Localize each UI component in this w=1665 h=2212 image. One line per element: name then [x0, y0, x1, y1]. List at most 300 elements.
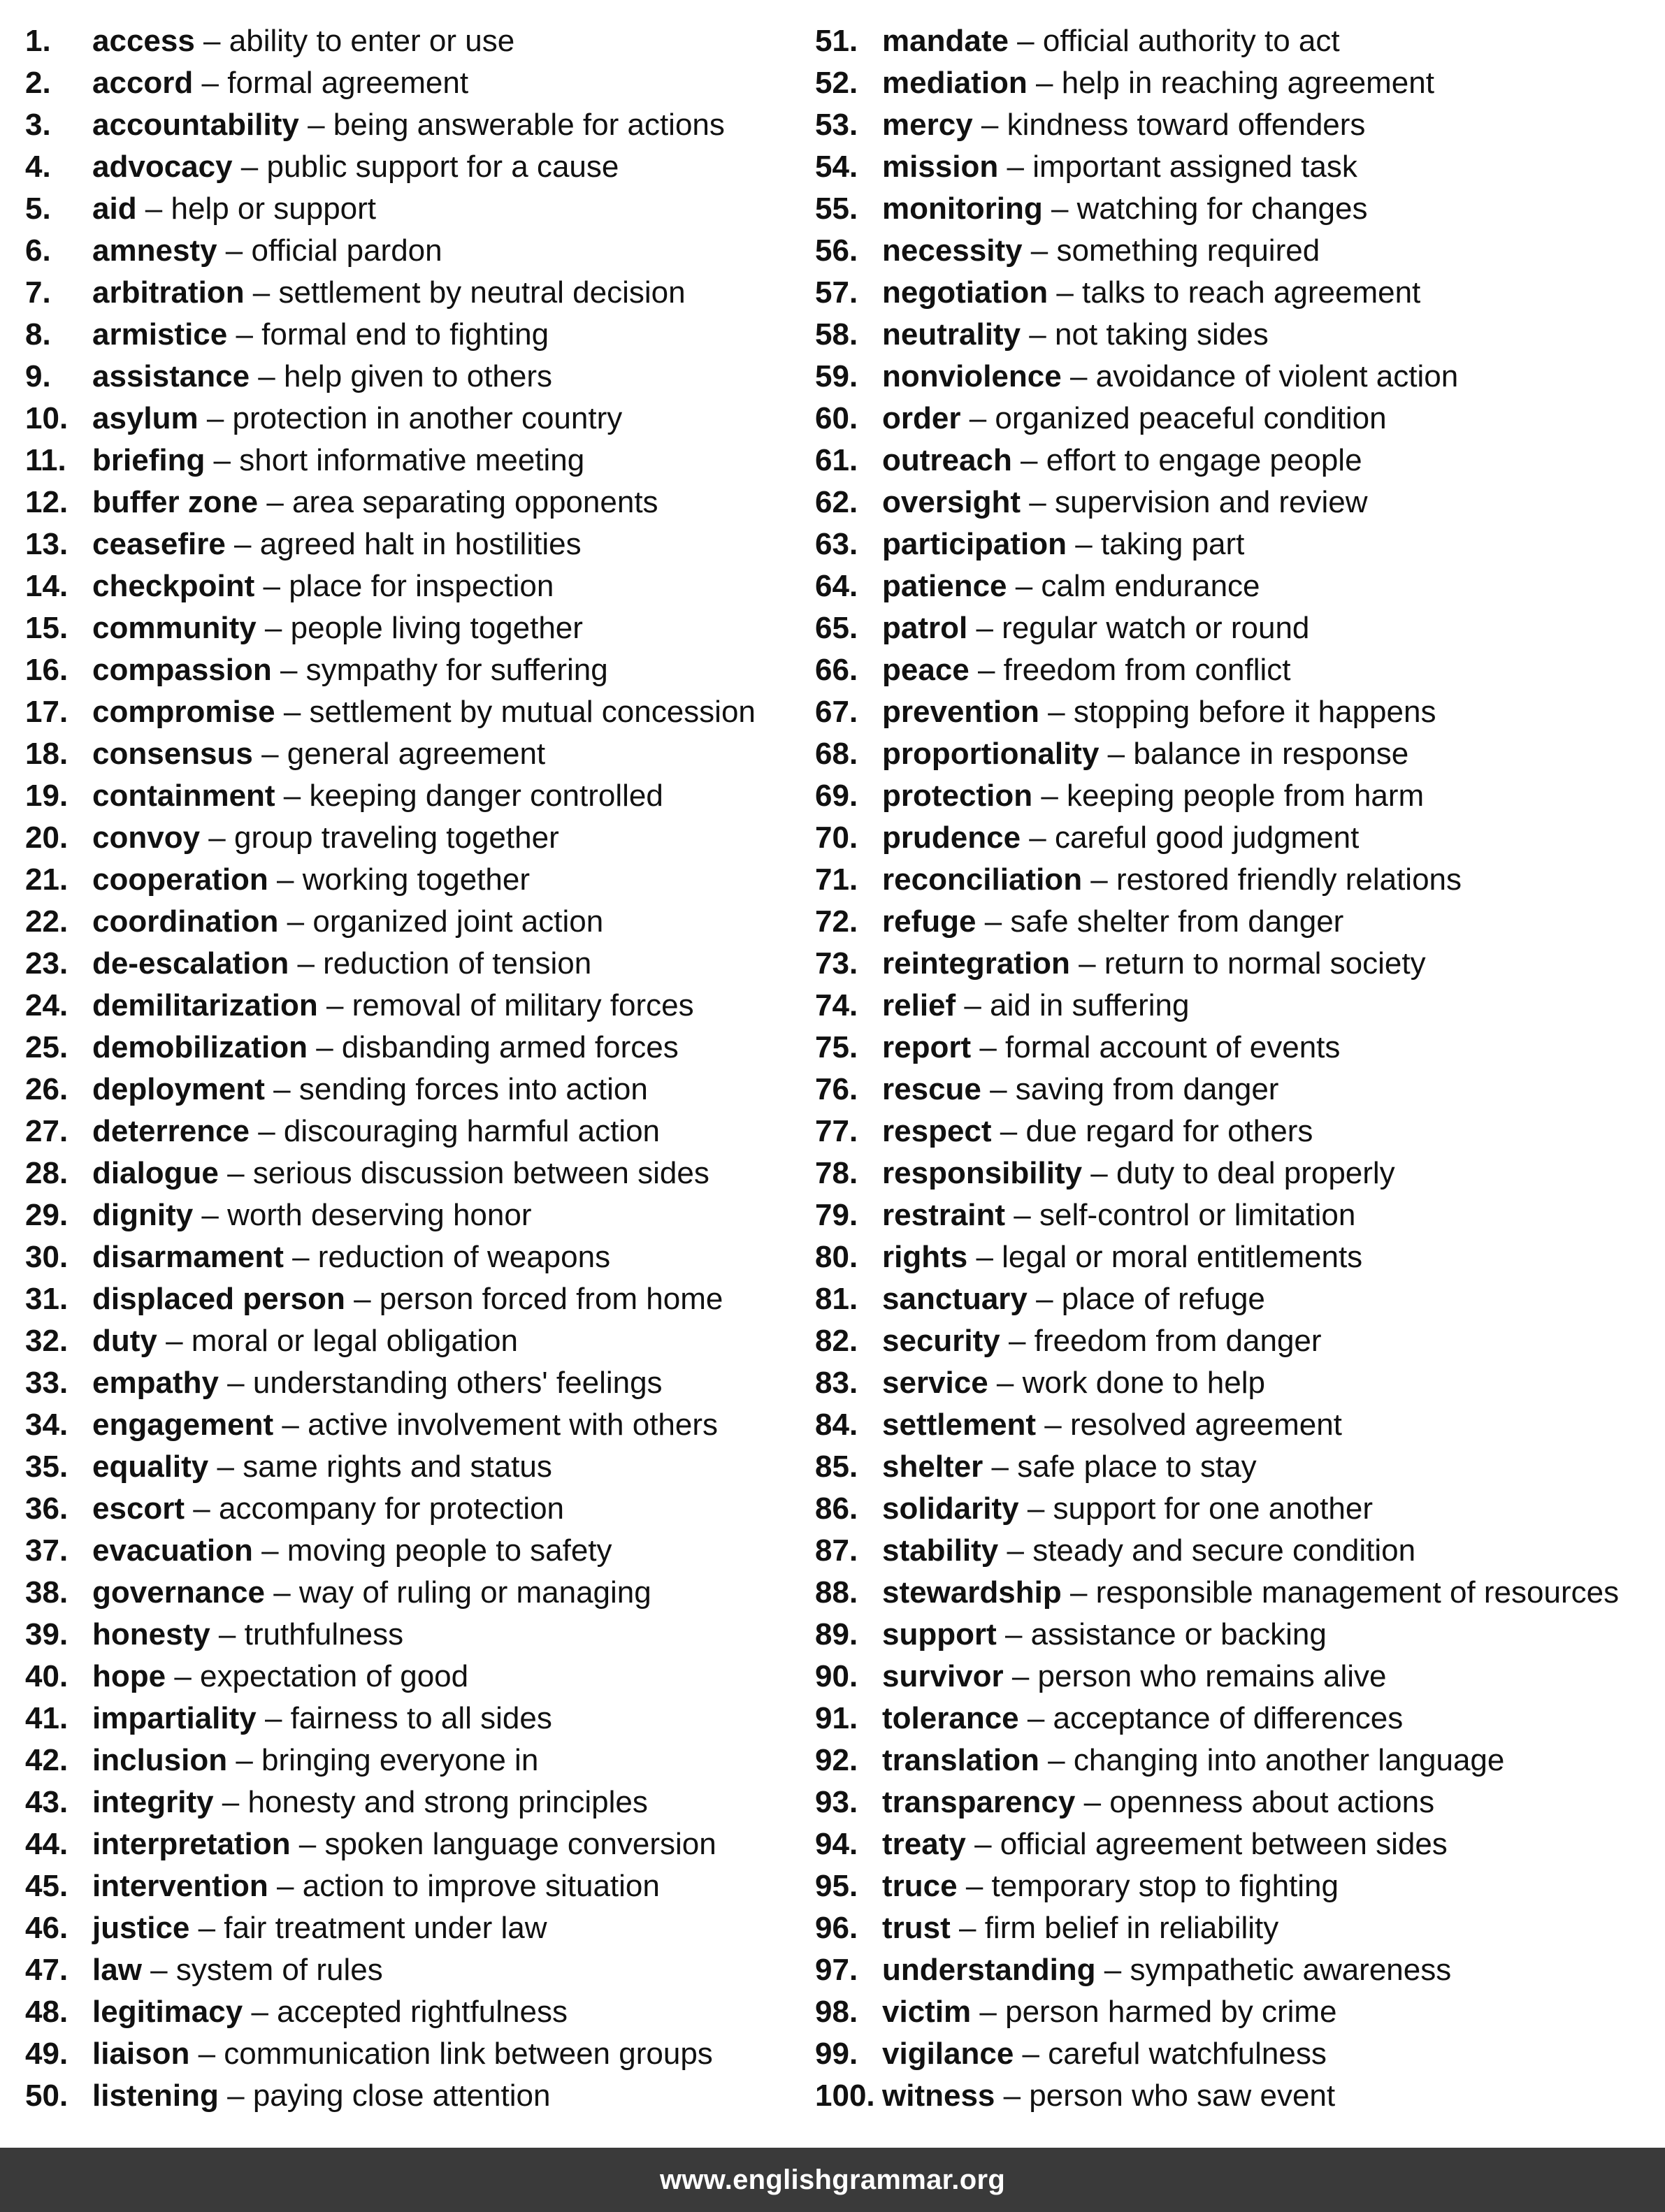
vocabulary-item — [815, 523, 1654, 565]
item-definition: – kindness toward offenders — [972, 108, 1366, 142]
vocabulary-item — [815, 1446, 1654, 1488]
item-number: 89. — [815, 1617, 858, 1651]
item-number: 3. — [25, 108, 51, 142]
item-definition: – saving from danger — [981, 1072, 1279, 1106]
item-number: 2. — [25, 66, 51, 100]
item-entry — [882, 314, 1269, 356]
item-number: 70. — [815, 821, 858, 855]
vocabulary-item — [25, 649, 801, 691]
vocabulary-item — [25, 1572, 801, 1614]
item-word: legitimacy — [92, 1995, 243, 2029]
item-definition: – important assigned task — [998, 150, 1357, 184]
item-definition: – taking part — [1067, 527, 1245, 561]
item-number: 51. — [815, 24, 858, 58]
item-number: 97. — [815, 1953, 858, 1987]
item-word: patrol — [882, 611, 968, 645]
item-word: accord — [92, 66, 194, 100]
item-word: tolerance — [882, 1701, 1019, 1735]
item-entry — [882, 1656, 1386, 1698]
item-definition: – acceptance of differences — [1018, 1701, 1404, 1735]
item-number: 69. — [815, 779, 858, 813]
item-definition: – stopping before it happens — [1039, 695, 1436, 729]
item-word: advocacy — [92, 150, 233, 184]
vocabulary-item — [25, 1446, 801, 1488]
item-entry — [92, 1572, 651, 1614]
item-word: order — [882, 401, 961, 435]
item-definition: – effort to engage people — [1011, 443, 1362, 477]
item-number: 77. — [815, 1114, 858, 1148]
item-definition: – removal of military forces — [317, 988, 694, 1022]
item-entry — [882, 775, 1424, 817]
item-definition: – work done to help — [988, 1366, 1265, 1400]
vocabulary-item — [25, 1823, 801, 1865]
vocabulary-item — [815, 649, 1654, 691]
vocabulary-item — [25, 1152, 801, 1194]
vocabulary-item — [25, 20, 801, 62]
item-number: 68. — [815, 737, 858, 771]
vocabulary-item — [815, 230, 1654, 272]
vocabulary-item — [25, 859, 801, 901]
vocabulary-item — [25, 817, 801, 859]
vocabulary-item — [815, 146, 1654, 188]
item-definition: – expectation of good — [166, 1659, 469, 1693]
item-number: 93. — [815, 1785, 858, 1819]
vocabulary-item — [25, 1362, 801, 1404]
vocabulary-item — [815, 901, 1654, 943]
item-definition: – active involvement with others — [273, 1408, 719, 1442]
vocabulary-item — [25, 1614, 801, 1656]
vocabulary-item — [815, 272, 1654, 314]
item-entry — [882, 188, 1367, 230]
item-entry — [882, 859, 1462, 901]
vocabulary-item — [815, 1404, 1654, 1446]
item-definition: – not taking sides — [1021, 317, 1269, 352]
item-definition: – resolved agreement — [1036, 1408, 1342, 1442]
item-number: 100. — [815, 2079, 875, 2113]
vocabulary-item — [815, 775, 1654, 817]
footer-url[interactable]: www.englishgrammar.org — [659, 2164, 1006, 2195]
item-number: 11. — [25, 443, 66, 477]
item-number: 19. — [25, 779, 69, 813]
vocabulary-item — [25, 314, 801, 356]
item-number: 76. — [815, 1072, 858, 1106]
item-definition: – group traveling together — [200, 821, 559, 855]
item-word: monitoring — [882, 191, 1043, 226]
vocabulary-item — [815, 859, 1654, 901]
item-word: neutrality — [882, 317, 1021, 352]
item-definition: – system of rules — [141, 1953, 383, 1987]
item-definition: – formal agreement — [193, 66, 469, 100]
item-number: 41. — [25, 1701, 69, 1735]
item-number: 1. — [25, 24, 51, 58]
vocabulary-item — [25, 607, 801, 649]
item-entry — [92, 1991, 568, 2033]
item-definition: – ability to enter or use — [194, 24, 515, 58]
item-definition: – formal end to fighting — [227, 317, 549, 352]
item-word: displaced person — [92, 1282, 345, 1316]
item-entry — [882, 230, 1320, 272]
item-number: 26. — [25, 1072, 69, 1106]
item-word: buffer zone — [92, 485, 259, 519]
item-number: 72. — [815, 904, 858, 939]
item-number: 75. — [815, 1030, 858, 1064]
vocabulary-item — [815, 1530, 1654, 1572]
item-number: 59. — [815, 359, 858, 393]
vocabulary-item — [25, 272, 801, 314]
item-word: arbitration — [92, 275, 245, 310]
item-definition: – general agreement — [252, 737, 546, 771]
item-entry — [92, 607, 583, 649]
item-word: equality — [92, 1450, 209, 1484]
item-word: respect — [882, 1114, 992, 1148]
item-entry — [92, 565, 554, 607]
item-definition: – honesty and strong principles — [213, 1785, 648, 1819]
item-word: service — [882, 1366, 988, 1400]
item-word: demilitarization — [92, 988, 318, 1022]
item-definition: – regular watch or round — [967, 611, 1310, 645]
item-word: armistice — [92, 317, 228, 352]
item-word: mission — [882, 150, 999, 184]
item-number: 78. — [815, 1156, 858, 1190]
item-definition: – public support for a cause — [232, 150, 619, 184]
item-entry — [882, 1320, 1322, 1362]
item-word: treaty — [882, 1827, 966, 1861]
item-word: deterrence — [92, 1114, 250, 1148]
item-number: 57. — [815, 275, 858, 310]
item-word: patience — [882, 569, 1007, 603]
item-entry — [882, 62, 1434, 104]
item-number: 50. — [25, 2079, 69, 2113]
item-definition: – place of refuge — [1027, 1282, 1265, 1316]
item-entry — [92, 1865, 660, 1907]
vocabulary-item — [25, 775, 801, 817]
item-entry — [92, 691, 756, 733]
vocabulary-item — [25, 565, 801, 607]
item-number: 20. — [25, 821, 69, 855]
vocabulary-item — [815, 1698, 1654, 1740]
item-word: impartiality — [92, 1701, 257, 1735]
item-word: community — [92, 611, 257, 645]
vocabulary-item — [25, 104, 801, 146]
item-number: 33. — [25, 1366, 69, 1400]
item-entry — [92, 1656, 468, 1698]
item-entry — [882, 1069, 1278, 1111]
item-entry — [882, 1781, 1434, 1823]
item-word: evacuation — [92, 1533, 253, 1568]
vocabulary-item — [25, 901, 801, 943]
item-word: report — [882, 1030, 972, 1064]
item-word: prevention — [882, 695, 1039, 729]
vocabulary-item — [815, 1781, 1654, 1823]
item-definition: – keeping danger controlled — [275, 779, 663, 813]
item-entry — [882, 356, 1458, 398]
vocabulary-item — [815, 1488, 1654, 1530]
item-word: coordination — [92, 904, 279, 939]
vocabulary-item — [25, 943, 801, 985]
item-word: victim — [882, 1995, 972, 2029]
vocabulary-item — [815, 104, 1654, 146]
item-definition: – safe shelter from danger — [976, 904, 1344, 939]
item-number: 45. — [25, 1869, 69, 1903]
vocabulary-item — [25, 230, 801, 272]
vocabulary-item — [25, 440, 801, 482]
item-word: shelter — [882, 1450, 983, 1484]
item-number: 81. — [815, 1282, 858, 1316]
vocabulary-item — [815, 691, 1654, 733]
item-word: assistance — [92, 359, 250, 393]
item-definition: – assistance or backing — [996, 1617, 1327, 1651]
item-number: 36. — [25, 1491, 69, 1526]
item-definition: – help given to others — [250, 359, 553, 393]
item-number: 17. — [25, 695, 69, 729]
item-entry — [882, 733, 1408, 775]
item-entry — [882, 1446, 1257, 1488]
item-definition: – organized joint action — [278, 904, 604, 939]
vocabulary-item — [815, 440, 1654, 482]
item-word: duty — [92, 1324, 157, 1358]
item-entry — [882, 817, 1359, 859]
vocabulary-item — [815, 733, 1654, 775]
item-entry — [92, 1949, 383, 1991]
item-word: consensus — [92, 737, 253, 771]
item-word: hope — [92, 1659, 166, 1693]
item-number: 37. — [25, 1533, 69, 1568]
item-word: empathy — [92, 1366, 219, 1400]
item-definition: – steady and secure condition — [998, 1533, 1416, 1568]
item-entry — [882, 1027, 1340, 1069]
item-word: ceasefire — [92, 527, 226, 561]
item-word: solidarity — [882, 1491, 1019, 1526]
item-definition: – protection in another country — [198, 401, 623, 435]
vocabulary-item — [815, 398, 1654, 440]
item-number: 8. — [25, 317, 51, 352]
item-definition: – place for inspection — [254, 569, 554, 603]
vocabulary-item — [25, 1404, 801, 1446]
item-definition: – supervision and review — [1021, 485, 1368, 519]
vocabulary-item — [25, 1236, 801, 1278]
item-number: 21. — [25, 862, 69, 897]
item-entry — [882, 565, 1260, 607]
item-definition: – freedom from conflict — [969, 653, 1291, 687]
item-word: honesty — [92, 1617, 210, 1651]
item-word: integrity — [92, 1785, 214, 1819]
item-word: reconciliation — [882, 862, 1083, 897]
item-word: mandate — [882, 24, 1009, 58]
item-definition: – due regard for others — [991, 1114, 1313, 1148]
item-number: 84. — [815, 1408, 858, 1442]
item-definition: – person forced from home — [345, 1282, 723, 1316]
item-number: 14. — [25, 569, 69, 603]
item-number: 92. — [815, 1743, 858, 1777]
item-definition: – person who saw event — [995, 2079, 1336, 2113]
item-word: disarmament — [92, 1240, 284, 1274]
item-number: 98. — [815, 1995, 858, 2029]
footer-bar — [0, 2148, 1665, 2212]
item-number: 38. — [25, 1575, 69, 1610]
item-definition: – duty to deal properly — [1082, 1156, 1395, 1190]
item-definition: – calm endurance — [1007, 569, 1260, 603]
item-word: governance — [92, 1575, 265, 1610]
item-word: trust — [882, 1911, 951, 1945]
item-entry — [92, 1236, 610, 1278]
item-number: 13. — [25, 527, 69, 561]
item-number: 95. — [815, 1869, 858, 1903]
item-entry — [92, 356, 552, 398]
item-number: 10. — [25, 401, 69, 435]
item-entry — [882, 1865, 1339, 1907]
item-definition: – sympathetic awareness — [1095, 1953, 1452, 1987]
vocabulary-item — [25, 1740, 801, 1781]
vocabulary-item — [25, 1949, 801, 1991]
item-entry — [882, 482, 1368, 523]
vocabulary-item — [815, 1907, 1654, 1949]
item-number: 94. — [815, 1827, 858, 1861]
item-word: stewardship — [882, 1575, 1062, 1610]
item-number: 9. — [25, 359, 51, 393]
item-number: 49. — [25, 2037, 69, 2071]
item-entry — [882, 943, 1426, 985]
item-definition: – talks to reach agreement — [1048, 275, 1421, 310]
item-entry — [882, 1949, 1451, 1991]
item-entry — [92, 1907, 547, 1949]
item-entry — [882, 1614, 1327, 1656]
item-definition: – freedom from danger — [1000, 1324, 1322, 1358]
item-entry — [882, 691, 1436, 733]
item-definition: – something required — [1022, 233, 1320, 268]
item-definition: – paying close attention — [218, 2079, 551, 2113]
item-number: 34. — [25, 1408, 69, 1442]
item-definition: – sending forces into action — [264, 1072, 648, 1106]
item-definition: – reduction of tension — [289, 946, 592, 981]
item-number: 40. — [25, 1659, 69, 1693]
item-entry — [92, 272, 686, 314]
item-word: support — [882, 1617, 997, 1651]
item-definition: – balance in response — [1099, 737, 1409, 771]
item-word: justice — [92, 1911, 190, 1945]
item-entry — [882, 1740, 1504, 1781]
item-entry — [92, 1781, 648, 1823]
vocabulary-item — [815, 817, 1654, 859]
item-definition: – organized peaceful condition — [960, 401, 1387, 435]
item-word: responsibility — [882, 1156, 1083, 1190]
item-definition: – accepted rightfulness — [243, 1995, 568, 2029]
vocabulary-item — [815, 1572, 1654, 1614]
item-number: 83. — [815, 1366, 858, 1400]
item-number: 60. — [815, 401, 858, 435]
vocabulary-item — [25, 1865, 801, 1907]
item-word: mercy — [882, 108, 973, 142]
item-entry — [882, 607, 1309, 649]
item-definition: – action to improve situation — [268, 1869, 660, 1903]
item-word: peace — [882, 653, 970, 687]
vocabulary-item — [815, 1027, 1654, 1069]
item-entry — [882, 1488, 1373, 1530]
item-definition: – careful good judgment — [1021, 821, 1360, 855]
vocabulary-item — [25, 1907, 801, 1949]
item-number: 46. — [25, 1911, 69, 1945]
vocabulary-item — [815, 482, 1654, 523]
item-definition: – being answerable for actions — [298, 108, 725, 142]
item-word: security — [882, 1324, 1000, 1358]
item-word: rescue — [882, 1072, 981, 1106]
vocabulary-item — [25, 523, 801, 565]
item-word: rights — [882, 1240, 968, 1274]
item-word: containment — [92, 779, 275, 813]
item-word: outreach — [882, 443, 1012, 477]
item-entry — [882, 1362, 1265, 1404]
item-entry — [92, 859, 530, 901]
item-entry — [92, 523, 582, 565]
item-number: 56. — [815, 233, 858, 268]
vocabulary-item — [25, 188, 801, 230]
item-entry — [92, 649, 608, 691]
item-entry — [882, 1152, 1395, 1194]
item-definition: – support for one another — [1018, 1491, 1373, 1526]
item-word: reintegration — [882, 946, 1070, 981]
vocabulary-item — [815, 314, 1654, 356]
item-definition: – bringing everyone in — [227, 1743, 539, 1777]
item-entry — [92, 1362, 663, 1404]
item-word: truce — [882, 1869, 958, 1903]
item-number: 91. — [815, 1701, 858, 1735]
item-definition: – accompany for protection — [185, 1491, 565, 1526]
item-definition: – sympathy for suffering — [271, 653, 608, 687]
item-word: accountability — [92, 108, 299, 142]
vocabulary-item — [815, 943, 1654, 985]
item-entry — [882, 104, 1365, 146]
vocabulary-item — [25, 1991, 801, 2033]
vocabulary-item — [815, 1320, 1654, 1362]
item-word: intervention — [92, 1869, 268, 1903]
item-entry — [92, 1152, 709, 1194]
item-entry — [882, 440, 1362, 482]
item-number: 67. — [815, 695, 858, 729]
item-definition: – area separating opponents — [258, 485, 658, 519]
item-definition: – careful watchfulness — [1014, 2037, 1327, 2071]
item-entry — [92, 1278, 723, 1320]
item-entry — [882, 1111, 1313, 1152]
item-number: 86. — [815, 1491, 858, 1526]
vocabulary-item — [25, 985, 801, 1027]
item-entry — [882, 272, 1420, 314]
item-entry — [92, 817, 559, 859]
item-entry — [882, 1698, 1403, 1740]
item-number: 30. — [25, 1240, 69, 1274]
item-word: escort — [92, 1491, 185, 1526]
item-entry — [882, 523, 1244, 565]
item-word: relief — [882, 988, 956, 1022]
item-definition: – fair treatment under law — [189, 1911, 547, 1945]
item-word: refuge — [882, 904, 976, 939]
vocabulary-item — [815, 1236, 1654, 1278]
item-number: 85. — [815, 1450, 858, 1484]
item-definition: – serious discussion between sides — [218, 1156, 709, 1190]
item-word: transparency — [882, 1785, 1076, 1819]
item-number: 42. — [25, 1743, 69, 1777]
item-word: understanding — [882, 1953, 1096, 1987]
item-word: convoy — [92, 821, 201, 855]
item-word: access — [92, 24, 195, 58]
item-entry — [92, 1740, 538, 1781]
item-number: 79. — [815, 1198, 858, 1232]
item-definition: – openness about actions — [1075, 1785, 1435, 1819]
vocabulary-item — [25, 1656, 801, 1698]
vocabulary-item — [25, 62, 801, 104]
item-word: negotiation — [882, 275, 1048, 310]
vocabulary-item — [25, 1781, 801, 1823]
item-definition: – help or support — [136, 191, 377, 226]
item-definition: – aid in suffering — [956, 988, 1190, 1022]
